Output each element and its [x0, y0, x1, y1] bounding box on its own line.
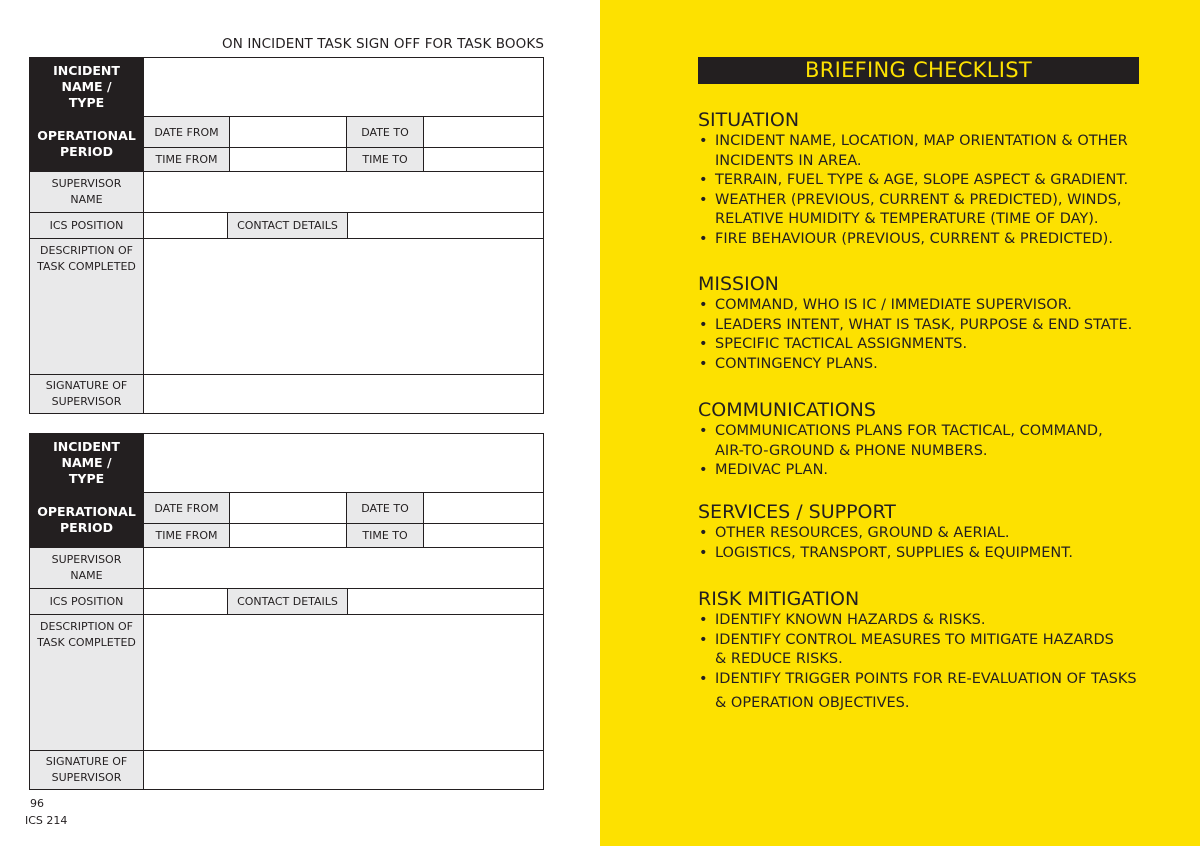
section-title: MISSION	[698, 273, 779, 295]
incident-name-label: INCIDENT NAME / TYPE	[30, 434, 144, 492]
operational-period-label: OPERATIONAL PERIOD	[30, 117, 144, 171]
section-communications	[698, 399, 1158, 481]
date-to-field[interactable]	[424, 117, 543, 147]
time-from-field[interactable]	[230, 148, 347, 171]
checklist-item: • LOGISTICS, TRANSPORT, SUPPLIES & EQUIPMENT.	[698, 544, 1158, 564]
checklist-item: & REDUCE RISKS.	[715, 651, 843, 667]
checklist-item: • INCIDENT NAME, LOCATION, MAP ORIENTATION & OTHER	[698, 132, 1158, 152]
contact-details-label: CONTACT DETAILS	[228, 213, 348, 238]
description-field[interactable]	[144, 239, 543, 374]
form-code: ICS 214	[25, 814, 68, 827]
section-title: RISK MITIGATION	[698, 588, 860, 610]
page-title: ON INCIDENT TASK SIGN OFF FOR TASK BOOKS	[222, 36, 544, 52]
signature-label: SIGNATURE OF SUPERVISOR	[30, 751, 144, 789]
date-from-label: DATE FROM	[144, 117, 230, 147]
date-from-field[interactable]	[230, 493, 347, 523]
section-mission	[698, 273, 1158, 374]
ics-position-field[interactable]	[144, 213, 228, 238]
ics-position-label: ICS POSITION	[30, 213, 144, 238]
section-services-support	[698, 501, 1158, 563]
contact-details-field[interactable]	[348, 213, 543, 238]
description-field[interactable]	[144, 615, 543, 750]
checklist-item: & OPERATION OBJECTIVES.	[715, 695, 910, 711]
date-to-label: DATE TO	[347, 117, 424, 147]
signature-field[interactable]	[144, 375, 543, 413]
section-title: COMMUNICATIONS	[698, 399, 876, 421]
date-from-field[interactable]	[230, 117, 347, 147]
description-label: DESCRIPTION OF TASK COMPLETED	[30, 239, 144, 374]
checklist-item: • CONTINGENCY PLANS.	[698, 355, 1158, 375]
briefing-checklist-heading: BRIEFING CHECKLIST	[698, 57, 1139, 84]
checklist-item: • COMMAND, WHO IS IC / IMMEDIATE SUPERVISOR.	[698, 296, 1158, 316]
supervisor-name-label: SUPERVISOR NAME	[30, 172, 144, 212]
section-title: SITUATION	[698, 109, 800, 131]
time-to-label: TIME TO	[347, 524, 424, 547]
right-page	[600, 0, 1200, 846]
checklist-item: • SPECIFIC TACTICAL ASSIGNMENTS.	[698, 335, 1158, 355]
operational-period-label: OPERATIONAL PERIOD	[30, 493, 144, 547]
supervisor-name-field[interactable]	[144, 548, 543, 588]
contact-details-label: CONTACT DETAILS	[228, 589, 348, 614]
ics-position-field[interactable]	[144, 589, 228, 614]
time-from-label: TIME FROM	[144, 148, 230, 171]
time-to-field[interactable]	[424, 524, 543, 547]
checklist-item: • OTHER RESOURCES, GROUND & AERIAL.	[698, 524, 1158, 544]
checklist-item: • IDENTIFY CONTROL MEASURES TO MITIGATE HAZARDS	[698, 631, 1158, 651]
checklist-item: RELATIVE HUMIDITY & TEMPERATURE (TIME OF DAY).	[715, 211, 1099, 227]
time-from-field[interactable]	[230, 524, 347, 547]
section-situation	[698, 109, 1158, 249]
incident-name-field[interactable]	[144, 58, 543, 116]
contact-details-field[interactable]	[348, 589, 543, 614]
section-title: SERVICES / SUPPORT	[698, 501, 896, 523]
checklist-item: • COMMUNICATIONS PLANS FOR TACTICAL, COMMAND,	[698, 422, 1158, 442]
signature-field[interactable]	[144, 751, 543, 789]
time-from-label: TIME FROM	[144, 524, 230, 547]
checklist-item: • TERRAIN, FUEL TYPE & AGE, SLOPE ASPECT & GRADIENT.	[698, 171, 1158, 191]
checklist-item: AIR-TO-GROUND & PHONE NUMBERS.	[715, 442, 988, 459]
checklist-item: • MEDIVAC PLAN.	[698, 461, 1158, 481]
checklist-item: • IDENTIFY TRIGGER POINTS FOR RE-EVALUATION OF TASKS	[698, 670, 1158, 690]
date-from-label: DATE FROM	[144, 493, 230, 523]
time-to-field[interactable]	[424, 148, 543, 171]
section-risk-mitigation	[698, 588, 1158, 714]
time-to-label: TIME TO	[347, 148, 424, 171]
checklist-item: • IDENTIFY KNOWN HAZARDS & RISKS.	[698, 611, 1158, 631]
date-to-label: DATE TO	[347, 493, 424, 523]
checklist-item: INCIDENTS IN AREA.	[715, 152, 862, 169]
task-signoff-form-1	[29, 57, 544, 414]
task-signoff-form-2	[29, 433, 544, 790]
date-to-field[interactable]	[424, 493, 543, 523]
checklist-item: • LEADERS INTENT, WHAT IS TASK, PURPOSE & END STATE.	[698, 316, 1158, 336]
description-label: DESCRIPTION OF TASK COMPLETED	[30, 615, 144, 750]
supervisor-name-field[interactable]	[144, 172, 543, 212]
checklist-item: • FIRE BEHAVIOUR (PREVIOUS, CURRENT & PREDICTED).	[698, 230, 1158, 250]
incident-name-label: INCIDENT NAME / TYPE	[30, 58, 144, 116]
supervisor-name-label: SUPERVISOR NAME	[30, 548, 144, 588]
checklist-item: • WEATHER (PREVIOUS, CURRENT & PREDICTED), WINDS,	[698, 191, 1158, 211]
page-number: 96	[30, 797, 44, 810]
signature-label: SIGNATURE OF SUPERVISOR	[30, 375, 144, 413]
ics-position-label: ICS POSITION	[30, 589, 144, 614]
incident-name-field[interactable]	[144, 434, 543, 492]
